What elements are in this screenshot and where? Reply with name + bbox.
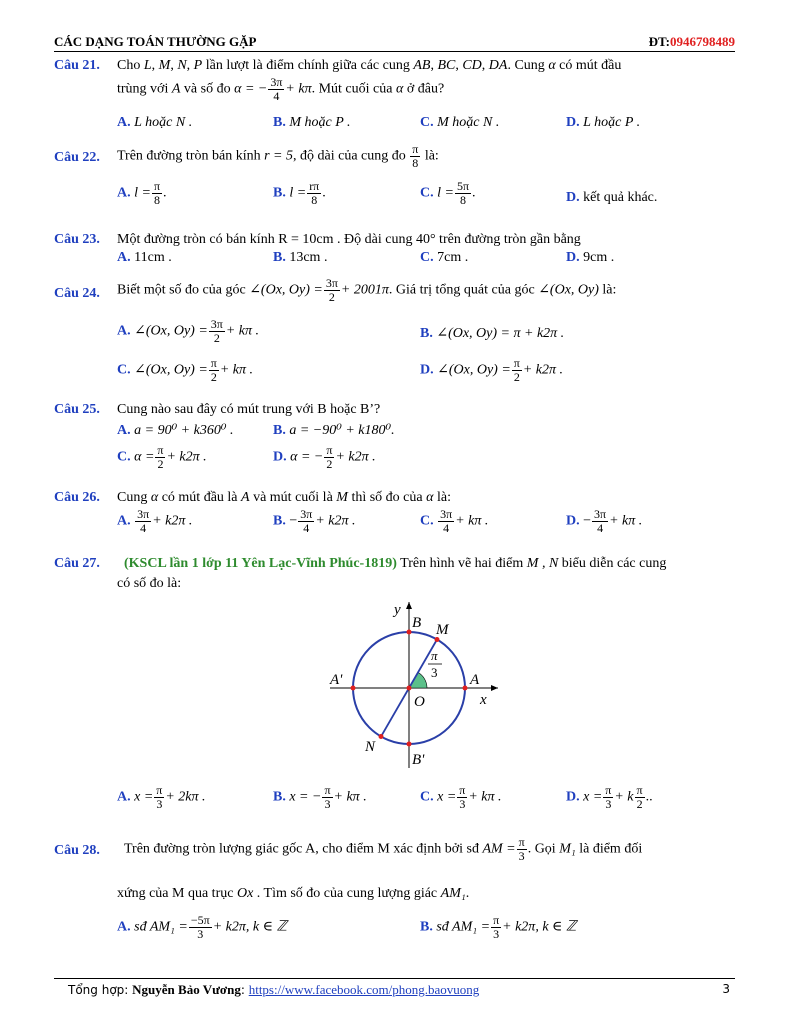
question-25-option-d[interactable]: D. α = − $\frac{\pi}{2}$ + k2π . [273, 443, 376, 471]
header-divider [54, 51, 735, 52]
point-o [407, 686, 412, 691]
page-header-phone: ĐT:0946798489 [648, 34, 735, 49]
question-26-option-a[interactable]: A. $\frac{3\pi}{4}$ + k2π . [117, 507, 193, 535]
label-pi: π [431, 648, 438, 663]
question-24-text: Biết một số đo của góc ∠(Ox, Oy) = $\frac{3\pi}{2}$ + 2001π. Giá trị tổng quát của góc ∠(Ox, Oy) là: [117, 276, 617, 304]
point-b [407, 630, 412, 635]
page-number: 3 [722, 982, 730, 996]
question-28-option-a[interactable]: A. sđ AM₁ = $\frac{-5\pi}{3}$ + k2π, k ∈ ℤ [117, 913, 287, 941]
question-21-number: Câu 21. [54, 58, 100, 73]
page-header-title: CÁC DẠNG TOÁN THƯỜNG GẶP [54, 34, 257, 49]
question-27-option-a[interactable]: A. x = $\frac{\pi}{3}$ + 2kπ . [117, 783, 206, 811]
question-24-number: Câu 24. [54, 286, 100, 301]
question-22-option-b[interactable]: B. l = $\frac{r\pi}{8}$ . [273, 179, 326, 207]
question-21-option-a[interactable]: A. L hoặc N . [117, 115, 193, 130]
label-y: y [394, 602, 401, 618]
question-28-line-1: Trên đường tròn lượng giác gốc A, cho điểm M xác định bởi sđ AM = $\frac{\pi}{3}$ . Gọi M₁ là điểm đối [124, 835, 643, 863]
question-22-option-d[interactable]: D. kết quả khác. [566, 190, 658, 205]
footer-facebook-link[interactable]: https://www.facebook.com/phong.baovuong [248, 982, 480, 997]
question-26-option-d[interactable]: D. − $\frac{3\pi}{4}$ + kπ . [566, 507, 643, 535]
question-22-text: Trên đường tròn bán kính r = 5, độ dài của cung đo $\frac{\pi}{8}$ là: [117, 142, 439, 170]
footer-divider [54, 978, 735, 979]
question-21-option-d[interactable]: D. L hoặc P . [566, 115, 641, 130]
question-23-option-a[interactable]: A. 11cm . [117, 250, 172, 265]
question-27-line-2: có số đo là: [117, 576, 182, 591]
question-23-text: Một đường tròn có bán kính R = 10cm . Độ dài cung 40° trên đường tròn gần bằng [117, 232, 581, 247]
question-24-option-a[interactable]: A. ∠(Ox, Oy) = $\frac{3\pi}{2}$ + kπ . [117, 317, 260, 345]
question-23-option-b[interactable]: B. 13cm . [273, 250, 328, 265]
question-23-option-c[interactable]: C. 7cm . [420, 250, 469, 265]
question-27-line-1: (KSCL lần 1 lớp 11 Yên Lạc-Vĩnh Phúc-1819) Trên hình vẽ hai điểm M , N biểu diễn các cung [124, 556, 667, 571]
x-axis-arrow [491, 685, 498, 691]
label-b: B [412, 615, 422, 631]
question-24-option-d[interactable]: D. ∠(Ox, Oy) = $\frac{\pi}{2}$ + k2π . [420, 356, 564, 384]
question-25-text: Cung nào sau đây có mút trung với B hoặc B’? [117, 402, 381, 417]
question-22-number: Câu 22. [54, 150, 100, 165]
angle-sector [409, 672, 427, 688]
question-21-option-b[interactable]: B. M hoặc P . [273, 115, 351, 130]
question-22-option-a[interactable]: A. l = $\frac{\pi}{8}$ . [117, 179, 167, 207]
label-x: x [480, 692, 487, 708]
question-24-option-c[interactable]: C. ∠(Ox, Oy) = $\frac{\pi}{2}$ + kπ . [117, 356, 254, 384]
question-21-line-1: Cho L, M, N, P lần lượt là điểm chính giữa các cung AB, BC, CD, DA. Cung α có mút đầu [117, 58, 622, 73]
point-a-prime [351, 686, 356, 691]
label-b-prime: B' [412, 752, 425, 768]
question-27-option-c[interactable]: C. x = $\frac{\pi}{3}$ + kπ . [420, 783, 502, 811]
label-a-prime: A' [330, 672, 343, 688]
question-28-option-b[interactable]: B. sđ AM₁ = $\frac{\pi}{3}$ + k2π, k ∈ ℤ [420, 913, 577, 941]
question-25-option-c[interactable]: C. α = $\frac{\pi}{2}$ + k2π . [117, 443, 207, 471]
label-a: A [470, 672, 480, 688]
question-23-option-d[interactable]: D. 9cm . [566, 250, 615, 265]
question-28-line-2: xứng của M qua trục Ox . Tìm số đo của cung lượng giác AM₁. [117, 886, 470, 901]
question-26-option-b[interactable]: B. − $\frac{3\pi}{4}$ + k2π . [273, 507, 356, 535]
label-m: M [436, 622, 449, 638]
question-24-option-b[interactable]: B. ∠(Ox, Oy) = π + k2π . [420, 326, 565, 341]
y-axis-arrow [406, 602, 412, 609]
question-28-number: Câu 28. [54, 843, 100, 858]
point-n [379, 734, 384, 739]
label-o: O [414, 694, 425, 710]
question-21-option-c[interactable]: C. M hoặc N . [420, 115, 500, 130]
label-three: 3 [431, 665, 438, 680]
footer-credit: Tổng hợp: Nguyễn Bảo Vương: https://www.facebook.com/phong.baovuong [68, 982, 480, 997]
question-21-line-2: trùng với A và số đo α = − $\frac{3\pi}{4}$ + kπ. Mút cuối của α ở đâu? [117, 75, 445, 103]
question-22-option-c[interactable]: C. l = $\frac{5\pi}{8}$ . [420, 179, 476, 207]
question-26-option-c[interactable]: C. $\frac{3\pi}{4}$ + kπ . [420, 507, 489, 535]
question-25-option-a[interactable]: A. a = 90⁰ + k360⁰ . [117, 423, 234, 438]
point-b-prime [407, 742, 412, 747]
question-26-text: Cung α có mút đầu là A và mút cuối là M thì số đo của α là: [117, 490, 451, 505]
question-26-number: Câu 26. [54, 490, 100, 505]
question-27-number: Câu 27. [54, 556, 100, 571]
unit-circle-figure [320, 596, 510, 776]
question-27-option-d[interactable]: D. x = $\frac{\pi}{3}$ + k $\frac{\pi}{2}$ .. [566, 783, 653, 811]
label-n: N [365, 739, 376, 755]
question-27-option-b[interactable]: B. x = − $\frac{\pi}{3}$ + kπ . [273, 783, 367, 811]
question-23-number: Câu 23. [54, 232, 100, 247]
question-25-option-b[interactable]: B. a = −90⁰ + k180⁰. [273, 423, 395, 438]
question-25-number: Câu 25. [54, 402, 100, 417]
point-a [463, 686, 468, 691]
